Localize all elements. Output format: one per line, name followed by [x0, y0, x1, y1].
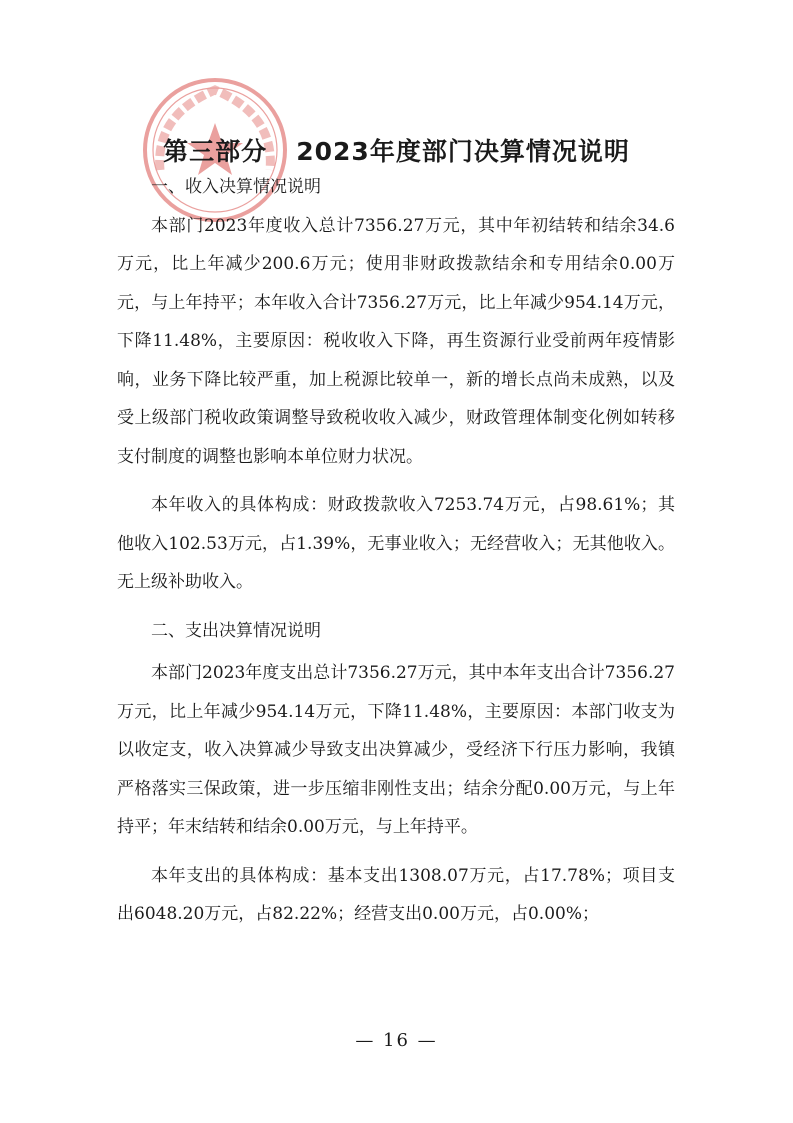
- paragraph-expenditure-summary: 本部门2023年度支出总计7356.27万元，其中本年支出合计7356.27万元，比上年减少954.14万元，下降11.48%，主要原因：本部门收支为以收定支，收入决算减少导致支出决算减少，受经济下行压力影响，我镇严格落实三保政策，进一步压缩非刚性支出；结余分配0.00万元，与上年持平；年末结转和结余0.00万元，与上年持平。: [117, 663, 675, 837]
- paragraph-expenditure-composition: 本年支出的具体构成：基本支出1308.07万元，占17.78%；项目支出6048.20万元，占82.22%；经营支出0.00万元，占0.00%；: [117, 865, 675, 924]
- paragraph-income-composition: 本年收入的具体构成：财政拨款收入7253.74万元，占98.61%；其他收入102.53万元，占1.39%，无事业收入；无经营收入；无其他收入。无上级补助收入。: [117, 495, 675, 592]
- document-body: [117, 168, 675, 934]
- section-heading-income: 一、收入决算情况说明: [151, 177, 321, 197]
- section-heading-expenditure: 二、支出决算情况说明: [151, 620, 321, 641]
- page-number: — 16 —: [355, 1030, 438, 1051]
- page-title: 第三部分 2023年度部门决算情况说明: [163, 137, 630, 166]
- paragraph-income-summary: 本部门2023年度收入总计7356.27万元，其中年初结转和结余34.6万元，比上年减少200.6万元；使用非财政拨款结余和专用结余0.00万元，与上年持平；本年收入合计7356.27万元，比上年减少954.14万元，下降11.48%，主要原因：税收收入下降，再生资源行业受前两年疫情影响，业务下降比较严重，加上税源比较单一，新的增长点尚未成熟，以及受上级部门税收政策调整导致税收收入减少，财政管理体制变化例如转移支付制度的调整也影响本单位财力状况。: [117, 215, 675, 467]
